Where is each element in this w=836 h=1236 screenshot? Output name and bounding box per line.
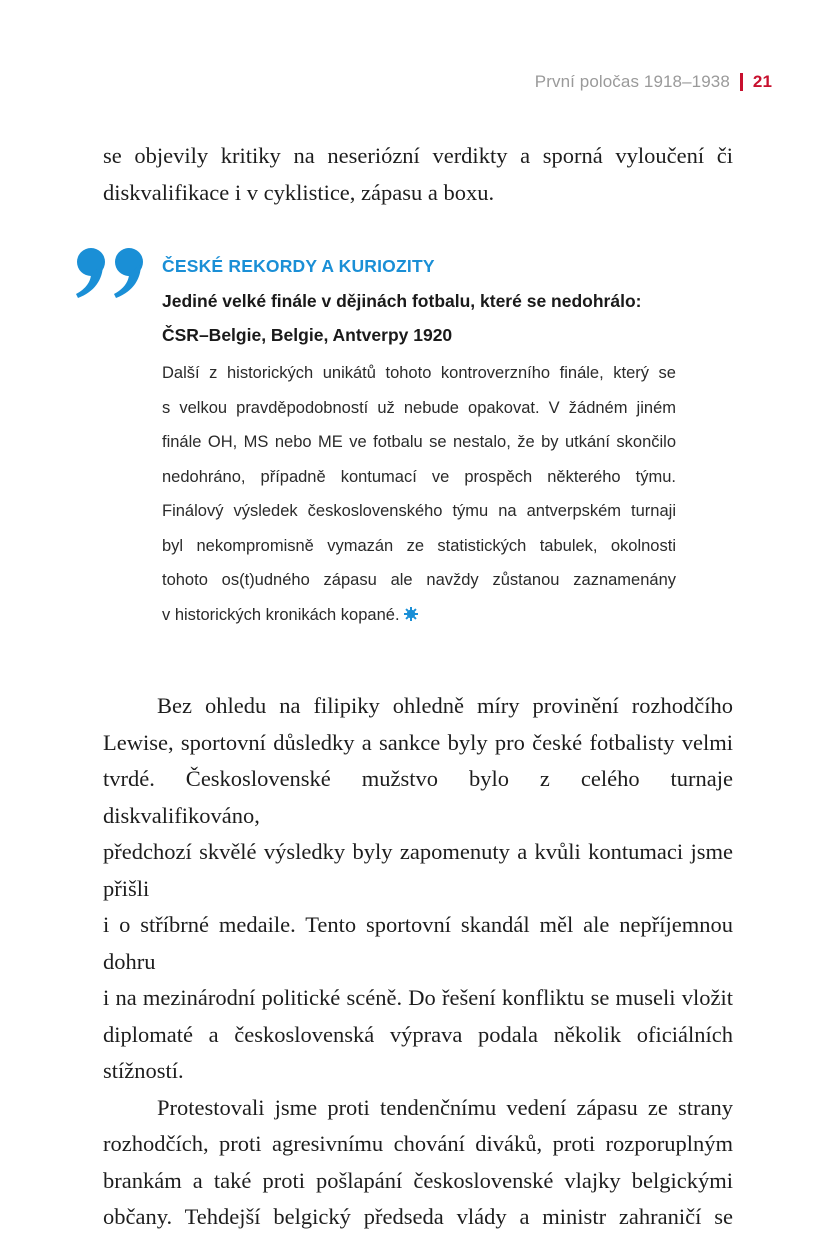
page-number: 21 [752, 72, 772, 91]
sidebar-body-line: finále OH, MS nebo ME ve fotbalu se nestalo, že by utkání skončilo [162, 433, 676, 451]
paragraph-line: i o stříbrné medaile. Tento sportovní skandál měl ale nepříjemnou dohru [103, 912, 733, 974]
top-paragraph-line: diskvalifikace i v cyklistice, zápasu a boxu. [103, 179, 495, 205]
header-title: První poločas 1918–1938 [534, 72, 730, 91]
sidebar-body-line: byl nekompromisně vymazán ze statistických tabulek, okolnosti [162, 536, 676, 555]
sidebar-box [162, 252, 676, 632]
sidebar-subtitle-line: Jediné velké finále v dějinách fotbalu, které se nedohrálo: [162, 291, 642, 311]
paragraph-line: brankám a také proti pošlapání československé vlajky belgickými [103, 1167, 733, 1193]
sidebar-body [162, 356, 676, 632]
paragraph [103, 688, 733, 1090]
sidebar-body-line: s velkou pravděpodobností už nebude opakovat. V žádném jiném [162, 398, 676, 417]
paragraph-line: i na mezinárodní politické scéně. Do řešení konfliktu se museli vložit [103, 985, 733, 1010]
paragraph [103, 1090, 733, 1236]
quote-mark-icon [74, 246, 150, 298]
paragraph-line: předchozí skvělé výsledky byly zapomenuty a kvůli kontumaci jsme přišli [103, 839, 733, 901]
sidebar-body-line: nedohráno, případně kontumací ve prospěch některého týmu. [162, 467, 676, 486]
running-header [535, 72, 772, 92]
paragraph-line: Protestovali jsme proti tendenčnímu vedení zápasu ze strany [157, 1094, 733, 1120]
sidebar-heading: ČESKÉ REKORDY A KURIOZITY [162, 256, 435, 276]
paragraph-line: diplomaté a československá výprava podala několik oficiálních stížností. [103, 1021, 733, 1083]
top-paragraph-line: se objevily kritiky na neseriózní verdikty a sporná vyloučení či [103, 143, 733, 168]
sidebar-body-line: Finálový výsledek československého týmu na antverpském turnaji [162, 502, 676, 520]
sidebar-body-last-line [162, 598, 676, 633]
paragraph-line: občany. Tehdejší belgický předseda vlády a ministr zahraničí se [103, 1204, 733, 1229]
main-text [103, 688, 733, 1236]
top-paragraph [103, 138, 733, 211]
sidebar-subtitle-line: ČSR–Belgie, Belgie, Antverpy 1920 [162, 325, 453, 345]
paragraph-line: rozhodčích, proti agresivnímu chování diváků, proti rozporuplným [103, 1131, 733, 1156]
sidebar-body-line: v historických kronikách kopané. [162, 605, 400, 624]
sidebar-subtitle [162, 284, 676, 352]
sidebar-body-line: tohoto os(t)udného zápasu ale navždy zůstanou zaznamenány [162, 571, 676, 589]
paragraph-line: tvrdé. Československé mužstvo bylo z celého turnaje diskvalifikováno, [103, 766, 733, 828]
paragraph-line: Lewise, sportovní důsledky a sankce byly pro české fotbalisty velmi [103, 729, 733, 755]
paragraph-line: Bez ohledu na filipiky ohledně míry provinění rozhodčího [157, 693, 733, 718]
end-mark-icon [404, 607, 418, 621]
header-separator [740, 73, 743, 91]
sidebar-body-line: Další z historických unikátů tohoto kontroverzního finále, který se [162, 364, 676, 382]
